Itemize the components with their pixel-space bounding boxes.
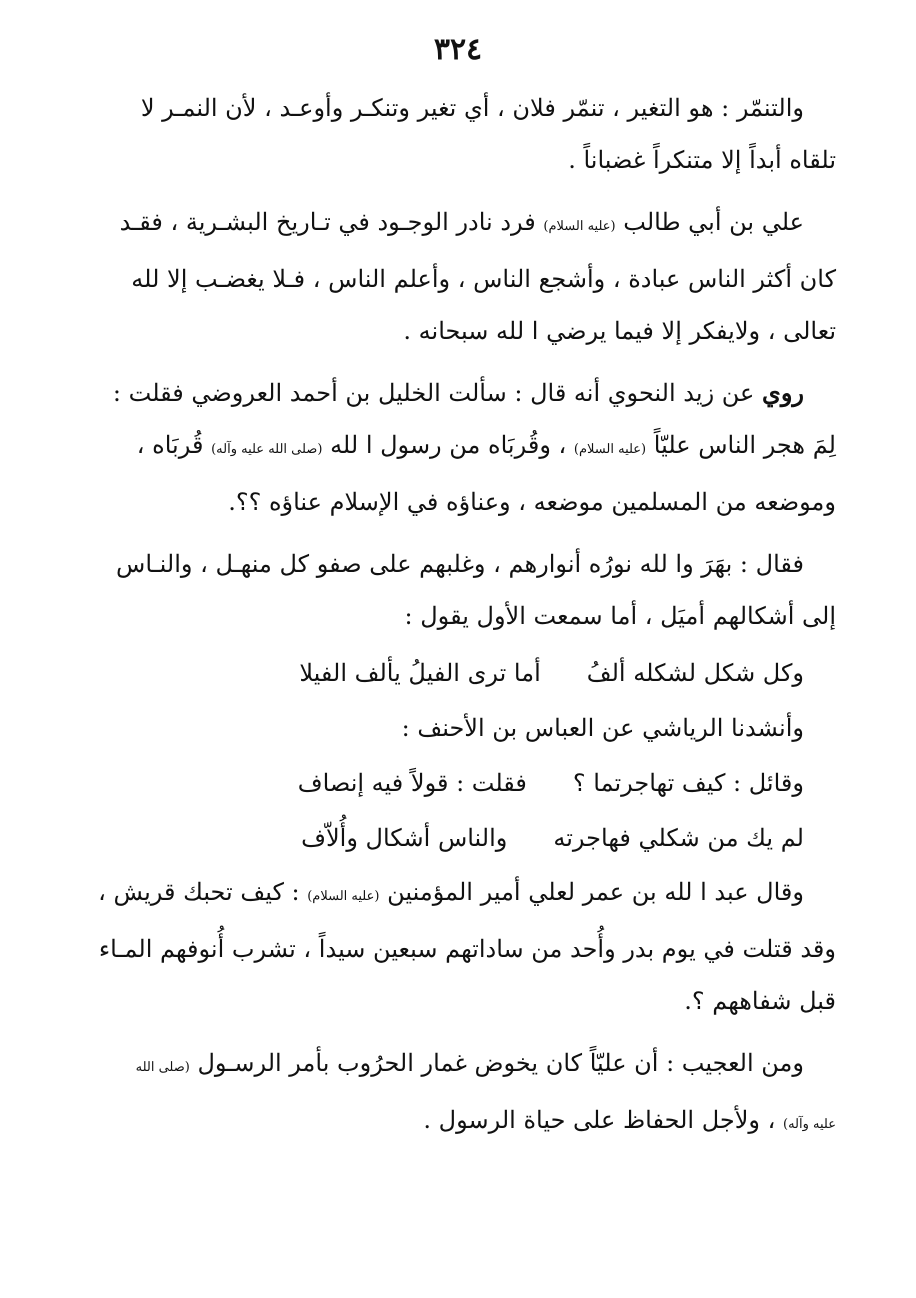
text-segment: قُربَاه ، — [136, 431, 204, 459]
honorific: (عليه السلام) — [307, 889, 380, 904]
text-line: تعالى ، ولايفكر إلا فيما يرضي ا لله سبحانه . — [403, 317, 836, 345]
verse-hemistich: فقلت : قولاً فيه إنصاف — [297, 769, 527, 797]
text-segment: ، ولأجل الحفاظ على حياة الرسول . — [423, 1106, 776, 1134]
text-segment: : كيف تحبك قريش ، — [98, 878, 300, 906]
verse-hemistich: والناس أشكال وأُلاّف — [301, 824, 508, 852]
verse-hemistich: أما ترى الفيلُ يألف الفيلا — [299, 659, 541, 687]
text-segment: ومن العجيب : أن عليّاً كان يخوض غمار الحرُوب بأمر الرسـول — [197, 1049, 804, 1077]
honorific: (عليه السلام) — [543, 219, 616, 234]
paragraph-answer — [80, 538, 836, 642]
text-segment: عن زيد النحوي أنه قال : سألت الخليل بن أحمد العروضي فقلت : — [112, 379, 755, 407]
verse-line — [80, 811, 836, 866]
text-line — [80, 196, 836, 253]
verse-hemistich: لم يك من شكلي فهاجرته — [553, 824, 804, 852]
text-line: وقد قتلت في يوم بدر وأُحد من ساداتهم سبعين سيداً ، تشرب أُنوفهم المـاء — [98, 935, 836, 963]
page-number: ٣٢٤ — [433, 32, 483, 67]
text-line — [80, 1094, 836, 1151]
text-segment: لِمَ هجر الناس عليّاً — [653, 431, 836, 459]
honorific: (عليه السلام) — [573, 442, 647, 457]
text-line: والتنمّر : هو التغير ، تنمّر فلان ، أي تغير وتنكـر وأوعـد ، لأن النمـر لا — [140, 94, 804, 122]
text-line: قبل شفاههم ؟. — [684, 987, 836, 1015]
honorific: (صلى الله عليه وآله) — [211, 442, 323, 457]
honorific: (صلى الله — [135, 1060, 190, 1075]
text-line — [80, 367, 836, 419]
text-segment: فرد نادر الوجـود في تـاريخ البشـرية ، فقـد — [119, 208, 536, 236]
honorific: عليه وآله) — [783, 1117, 836, 1132]
paragraph-narration — [80, 367, 836, 528]
paragraph-wonder — [80, 1037, 836, 1151]
text-line — [80, 866, 836, 923]
text-line — [80, 1037, 836, 1094]
paragraph-definition — [80, 82, 836, 186]
text-segment: ، وقُربَاه من رسول ا لله — [330, 431, 567, 459]
text-segment: وقال عبد ا لله بن عمر لعلي أمير المؤمنين — [387, 878, 804, 906]
paragraph-ali-description — [80, 196, 836, 357]
text-line: وموضعه من المسلمين موضعه ، وعناؤه في الإسلام عناؤه ؟؟. — [228, 488, 836, 516]
text-segment: علي بن أبي طالب — [623, 208, 804, 236]
verse-line — [80, 646, 836, 701]
verse-hemistich: وكل شكل لشكله ألفُ — [586, 659, 804, 687]
paragraph-quraysh-question — [80, 866, 836, 1027]
text-line: فقال : بهَرَ وا لله نورُه أنوارهم ، وغلبهم على صفو كل منهـل ، والنـاس — [116, 550, 804, 578]
text-line: كان أكثر الناس عبادة ، وأشجع الناس ، وأعلم الناس ، فـلا يغضـب إلا لله — [131, 265, 836, 293]
text-line: وأنشدنا الرياشي عن العباس بن الأحنف : — [401, 714, 804, 742]
lead-word: روي — [762, 378, 804, 407]
text-line: تلقاه أبداً إلا متنكراً غضباناً . — [568, 146, 836, 174]
verse-hemistich: وقائل : كيف تهاجرتما ؟ — [572, 769, 804, 797]
text-line — [80, 419, 836, 476]
text-line: إلى أشكالهم أميَل ، أما سمعت الأول يقول : — [404, 602, 836, 630]
verse-line — [80, 756, 836, 811]
